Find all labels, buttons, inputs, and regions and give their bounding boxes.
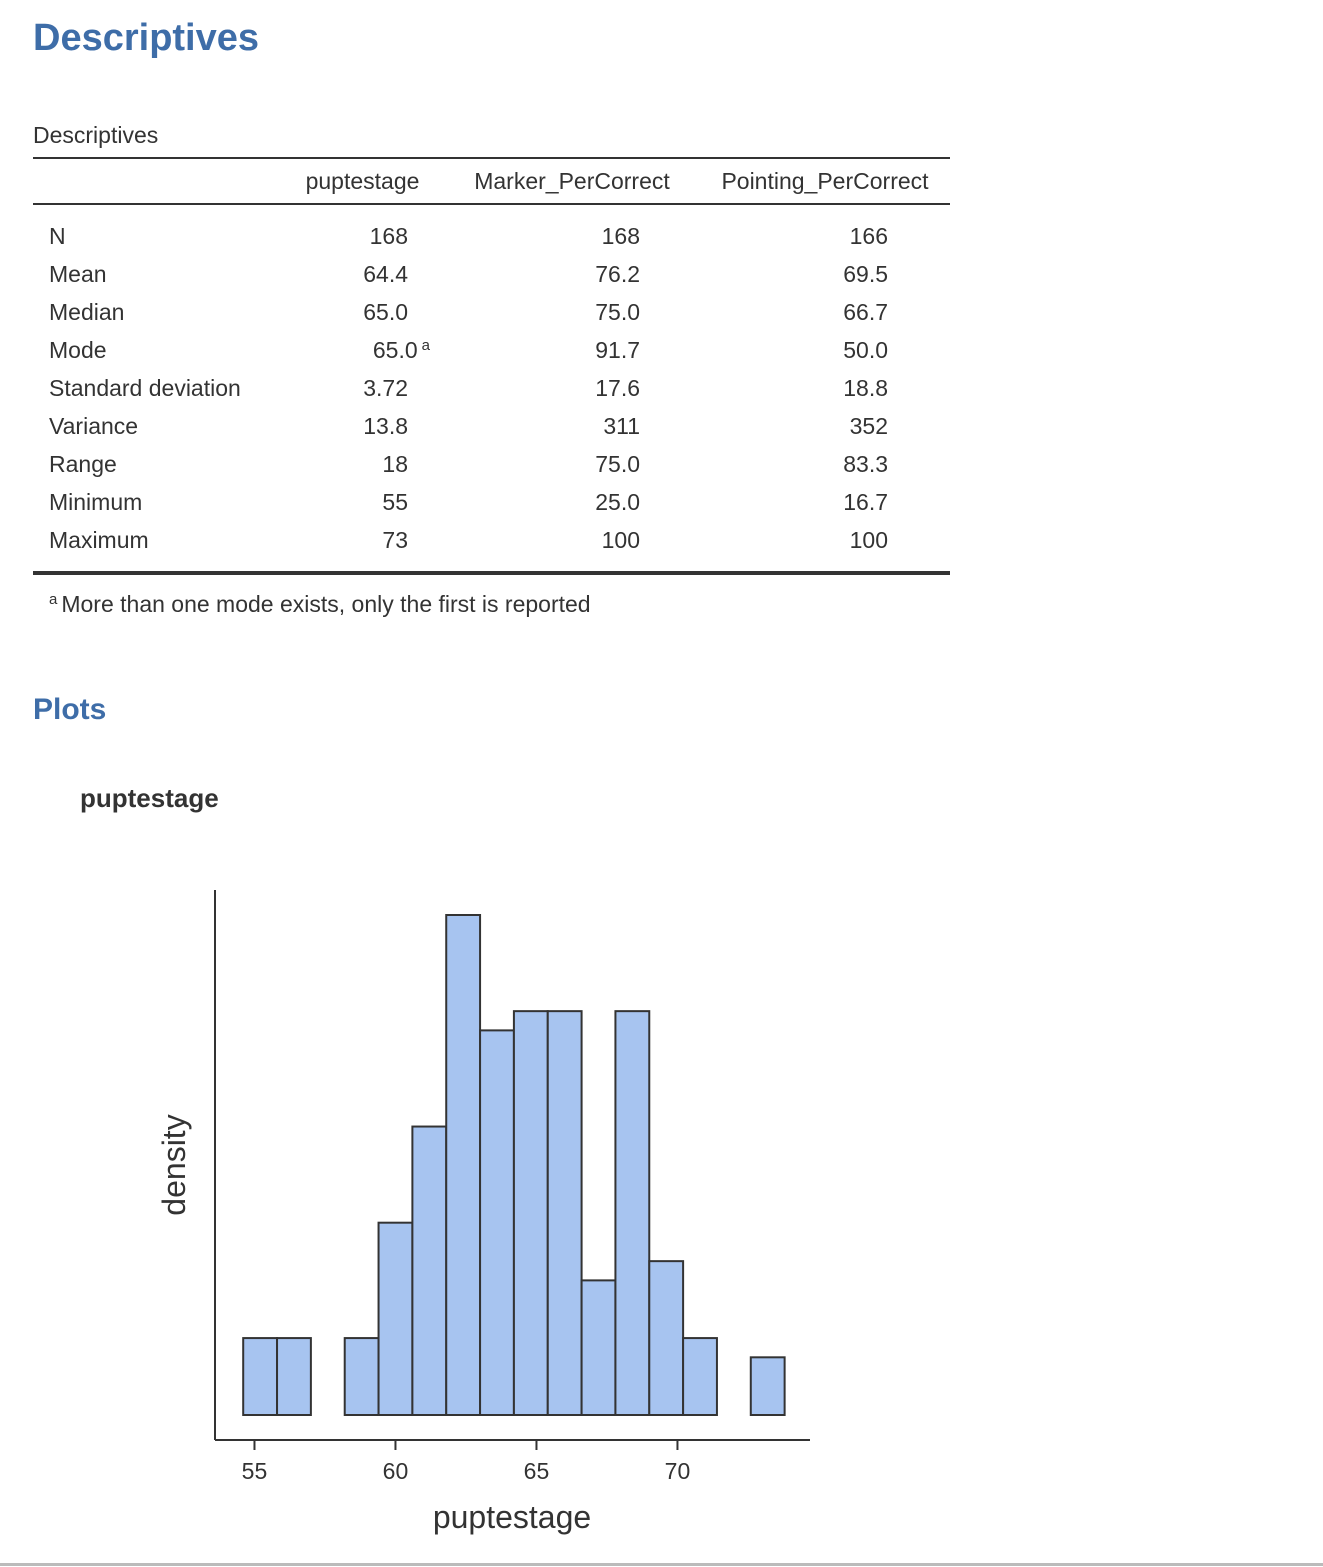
plots-heading: Plots	[33, 693, 107, 726]
table-cell: 3.72	[363, 374, 408, 401]
row-label: Median	[49, 298, 125, 325]
table-cell: 76.2	[595, 260, 640, 287]
histogram-bar	[615, 1011, 649, 1415]
histogram-bar	[446, 915, 480, 1415]
table-cell: 311	[603, 412, 640, 439]
x-tick-label: 70	[664, 1458, 691, 1484]
row-label: Minimum	[49, 488, 143, 515]
histogram-bar	[683, 1338, 717, 1415]
row-label: N	[49, 222, 66, 249]
row-label: Variance	[49, 412, 139, 439]
row-label: Standard deviation	[49, 374, 241, 401]
y-axis-label: density	[156, 1114, 192, 1216]
page-title: Descriptives	[33, 17, 260, 59]
bottom-divider	[0, 1563, 1323, 1566]
histogram-bar	[277, 1338, 311, 1415]
table-cell: 64.4	[363, 260, 408, 287]
x-tick-label: 65	[523, 1458, 550, 1484]
histogram-bar	[514, 1011, 548, 1415]
x-axis-label: puptestage	[432, 1499, 592, 1535]
cell-value: 65.0	[372, 336, 418, 363]
table-cell: 18.8	[843, 374, 888, 401]
table-cell: 66.7	[843, 298, 888, 325]
table-title: Descriptives	[33, 122, 159, 148]
histogram-bar	[379, 1223, 413, 1415]
column-header: Pointing_PerCorrect	[700, 158, 950, 204]
row-label: Range	[49, 450, 117, 477]
column-header: Marker_PerCorrect	[444, 158, 700, 204]
histogram-bar	[243, 1338, 277, 1415]
table-cell: 18	[382, 450, 408, 477]
histogram-bars	[243, 915, 784, 1415]
table-cell: 13.8	[363, 412, 408, 439]
row-label: Maximum	[49, 526, 149, 553]
x-tick-label: 55	[241, 1458, 268, 1484]
histogram-bar	[412, 1127, 446, 1415]
table-cell: 25.0	[595, 488, 640, 515]
histogram-bar	[480, 1030, 514, 1415]
table-cell: 55	[382, 488, 408, 515]
table-cell: 73	[382, 526, 408, 553]
table-cell: 75.0	[595, 298, 640, 325]
histogram-bar	[649, 1261, 683, 1415]
row-label: Mode	[49, 336, 107, 363]
histogram-bar	[582, 1280, 616, 1415]
footnote-text: More than one mode exists, only the first is reported	[61, 590, 591, 617]
table-cell: 16.7	[843, 488, 888, 515]
x-tick-label: 60	[382, 1458, 409, 1484]
table-cell: 100	[849, 526, 888, 553]
table-cell: 75.0	[595, 450, 640, 477]
table-cell: 91.7	[595, 336, 640, 363]
histogram-bar	[548, 1011, 582, 1415]
footnote-marker: a	[421, 336, 430, 354]
table-cell: 65.0	[363, 298, 408, 325]
histogram-bar	[345, 1338, 379, 1415]
column-header: puptestage	[281, 158, 444, 204]
table-cell: 352	[849, 412, 888, 439]
table-cell: 166	[849, 222, 888, 249]
table-cell: 168	[601, 222, 640, 249]
table-cell: 168	[369, 222, 408, 249]
row-label: Mean	[49, 260, 107, 287]
plot-title: puptestage	[80, 783, 219, 813]
x-axis-ticks	[242, 1440, 691, 1484]
table-cell: 69.5	[843, 260, 888, 287]
table-cell: 83.3	[843, 450, 888, 477]
table-cell: 100	[601, 526, 640, 553]
table-cell: 17.6	[595, 374, 640, 401]
table-cell: 50.0	[843, 336, 888, 363]
footnote-marker: a	[49, 590, 58, 608]
histogram-bar	[751, 1357, 785, 1415]
